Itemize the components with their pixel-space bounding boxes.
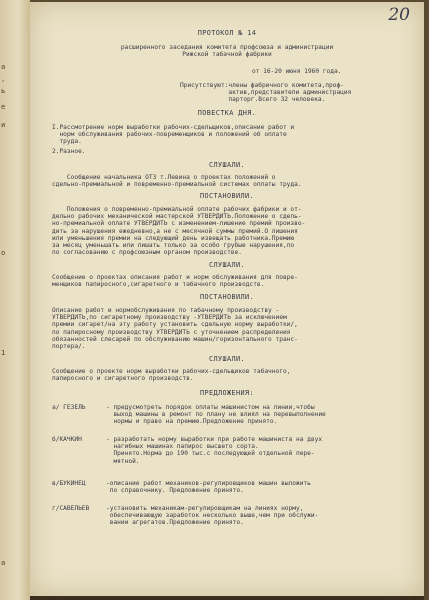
binding-fragment: ' (1, 79, 6, 87)
section-heading: СЛУШАЛИ. (209, 355, 245, 363)
binding-fragment: а (1, 63, 6, 71)
section-text: Сообщение начальника ОТЗ т.Левина о проектах положений о сдельно-премиальной и повременно-премиальной системах оплаты труда. (52, 174, 302, 189)
bottom-shadow (30, 596, 424, 600)
proposal-text: - предусмотреть порядок оплаты машинистом на линии,чтобы выход машины в ремонт по плану не влиял на перевыполнение нормы и право на премию.Предложение принято. (106, 404, 326, 426)
proposal-text: - разработать норму выработки при работе машиниста на двух нагибных машинах папирос высшего сорта. Принято.Норма до 190 тыс.с последующей отдельной пере- мятной. (106, 436, 323, 465)
binding-fragment: ь (1, 87, 6, 95)
document-page (30, 2, 424, 597)
document-subtitle: расширенного заседания комитета профсоюза и администрации Рижской табачной фабрики (120, 44, 334, 59)
binding-fragment: е (1, 103, 6, 111)
section-heading: ПОСТАНОВИЛИ. (200, 293, 254, 301)
section-text: Сообщение о проекте норм выработки рабочих-сдельщиков табачного, папиросного и сигаретного производств. (52, 368, 291, 383)
section-heading: СЛУШАЛИ. (209, 261, 245, 269)
attendees: Присутствуют:члены фабричного комитета,проф- актив,представители администрация партoрг.Всего 32 человека. (180, 82, 352, 104)
section-heading: СЛУШАЛИ. (209, 161, 245, 169)
section-text: Описание работ и нормобслуживания по табачному производству - УТВЕРДИТЬ,по сигаретному производству -УТВЕРДИТЬ за исключением премии сигарет/на эту работу установить сдельную норму выработки/, по папиросному производству УТВЕРДИТЬ с уточнением распределения обязанностей слесарей по обслуживанию машин/горизонтального транс- портера/. (52, 307, 298, 351)
proposal-author: г/САВЕЛЬЕВ (52, 505, 90, 512)
agenda-heading: ПОВЕСТКА ДНЯ. (197, 109, 257, 117)
agenda-item: 2.Разное. (52, 148, 86, 155)
proposal-text: -описание работ механиков-регулировщиков машин выложить по справочнику. Предложение принято. (106, 480, 311, 495)
proposal-author: б/КАЧКИН (52, 436, 82, 443)
agenda-item: I.Рассмотрение норм выработки рабочих-сдельщиков,описание работ и норм обслуживания рабочих-повременщиков и положений об оплате труда. (52, 124, 295, 146)
binding-fragment: 1 (1, 349, 6, 357)
document-title: ПРОТОКОЛ № 14 (197, 29, 257, 37)
proposal-text: -установить механикам-регулировщикам на линиях норму, обеспечивающую заработок несколько выше,чем при обслужи- вании агрегатов.Предложение принято. (106, 505, 319, 527)
proposal-author: в/БУКИНЕЦ (52, 480, 86, 487)
binding-fragment: о (1, 249, 6, 257)
proposals-heading: ПРЕДЛОЖЕНИЯ: (200, 389, 254, 397)
meeting-date: от 16-20 июня 1960 года. (252, 68, 342, 75)
binding-fragment: а (1, 559, 6, 567)
page-number: 20 (388, 5, 410, 25)
section-text: Положения о повременно-премиальной оплате рабочих фабрики и от- дельно рабочих механической мастерской УТВЕРДИТЬ.Положение о сдель- но-премиальной оплате УТВЕРДИТЬ с изменением-лишение премий произво- дить за нарушения ежедневно,а не с месячной суммы премий.О лишения или уменьшения премии на следующий день извещать работника.Премию за месяц уменьшать или лишать только за особо грубые нарушения,по по согласованию с профсоюзным органом производстве. (52, 206, 306, 257)
proposal-author: а/ ГЕЗЕЛЬ (52, 404, 86, 411)
binding-fragment: и (1, 121, 6, 129)
section-text: Сообщение о проектах описания работ и норм обслуживания для повре- менщиков папиросного,сигаретного и табачного производств. (52, 274, 298, 289)
section-heading: ПОСТАНОВИЛИ. (200, 192, 254, 200)
binding-strip (0, 0, 30, 600)
